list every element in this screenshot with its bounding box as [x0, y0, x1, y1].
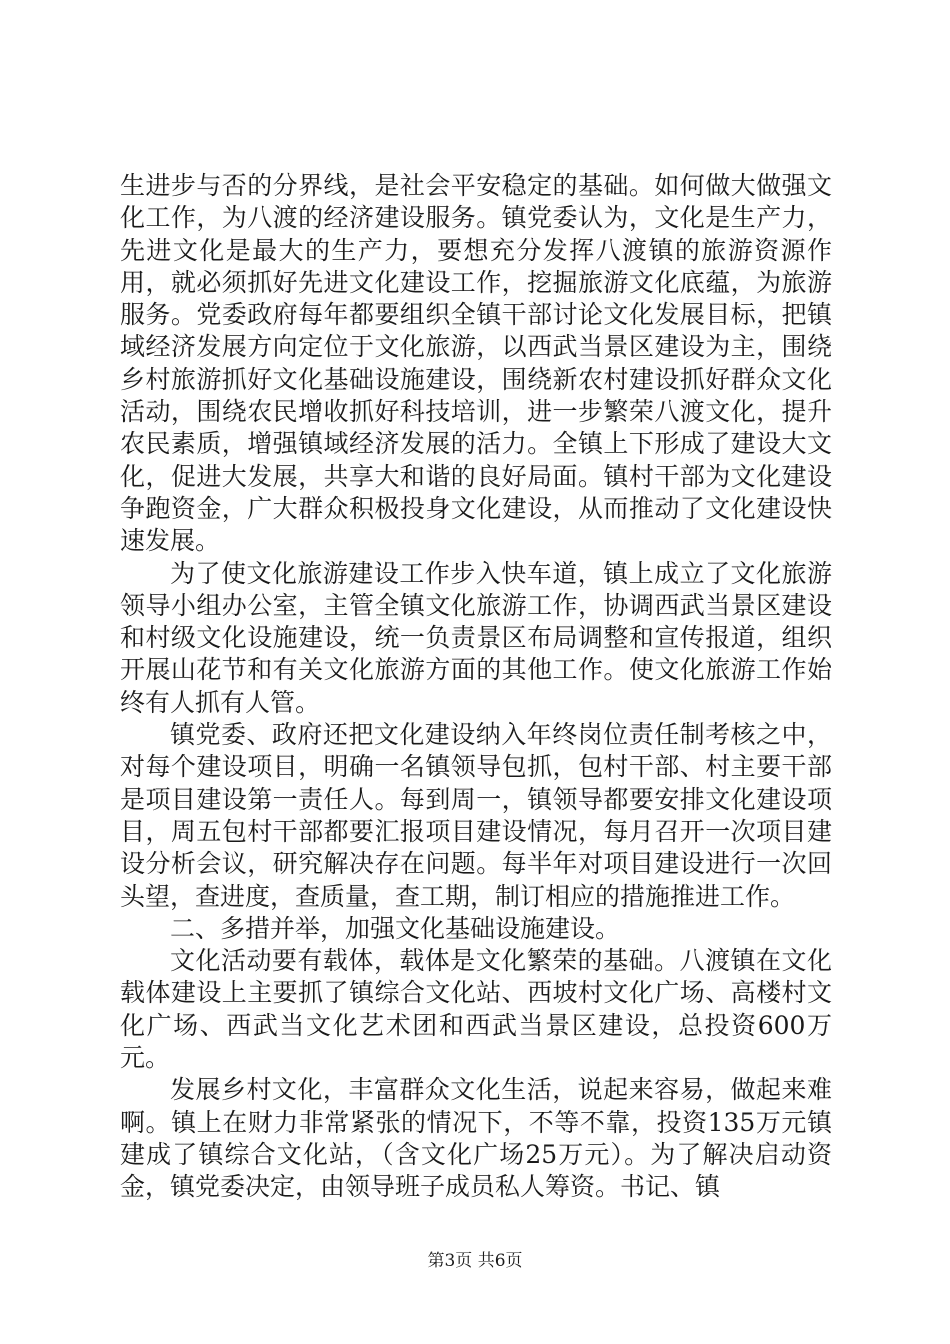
paragraph-1: 生进步与否的分界线，是社会平安稳定的基础。如何做大做强文化工作，为八渡的经济建设服务。镇党委认为，文化是生产力，先进文化是最大的生产力，要想充分发挥八渡镇的旅游资源作用，就必须抓好先进文化建设工作，挖掘旅游文化底蕴，为旅游服务。党委政府每年都要组织全镇干部讨论文化发展目标，把镇域经济发展方向定位于文化旅游，以西武当景区建设为主，围绕乡村旅游抓好文化基础设施建设，围绕新农村建设抓好群众文化活动，围绕农民增收抓好科技培训，进一步繁荣八渡文化，提升农民素质，增强镇域经济发展的活力。全镇上下形成了建设大文化，促进大发展，共享大和谐的良好局面。镇村干部为文化建设争跑资金，广大群众积极投身文化建设，从而推动了文化建设快速发展。: [120, 171, 832, 556]
paragraph-5: 发展乡村文化，丰富群众文化生活，说起来容易，做起来难啊。镇上在财力非常紧张的情况下，不等不靠，投资135万元镇建成了镇综合文化站，（含文化广场25万元）。为了解决启动资金，镇党委决定，由领导班子成员私人筹资。书记、镇: [120, 1075, 832, 1202]
page-number-footer: 第3页 共6页: [427, 1251, 523, 1271]
paragraph-4: 文化活动要有载体，载体是文化繁荣的基础。八渡镇在文化载体建设上主要抓了镇综合文化站、西坡村文化广场、高楼村文化广场、西武当文化艺术团和西武当景区建设，总投资600万元。: [120, 946, 832, 1073]
section-heading: 二、多措并举，加强文化基础设施建设。: [170, 913, 621, 943]
document-body: [120, 170, 832, 1204]
paragraph-2: 为了使文化旅游建设工作步入快车道，镇上成立了文化旅游领导小组办公室，主管全镇文化旅游工作，协调西武当景区建设和村级文化设施建设，统一负责景区布局调整和宣传报道，组织开展山花节和有关文化旅游方面的其他工作。使文化旅游工作始终有人抓有人管。: [120, 558, 832, 717]
paragraph-3: 镇党委、政府还把文化建设纳入年终岗位责任制考核之中，对每个建设项目，明确一名镇领导包抓，包村干部、村主要干部是项目建设第一责任人。每到周一，镇领导都要安排文化建设项目，周五包村干部都要汇报项目建设情况，每月召开一次项目建设分析会议，研究解决存在问题。每半年对项目建设进行一次回头望，查进度，查质量，查工期，制订相应的措施推进工作。: [120, 720, 832, 911]
